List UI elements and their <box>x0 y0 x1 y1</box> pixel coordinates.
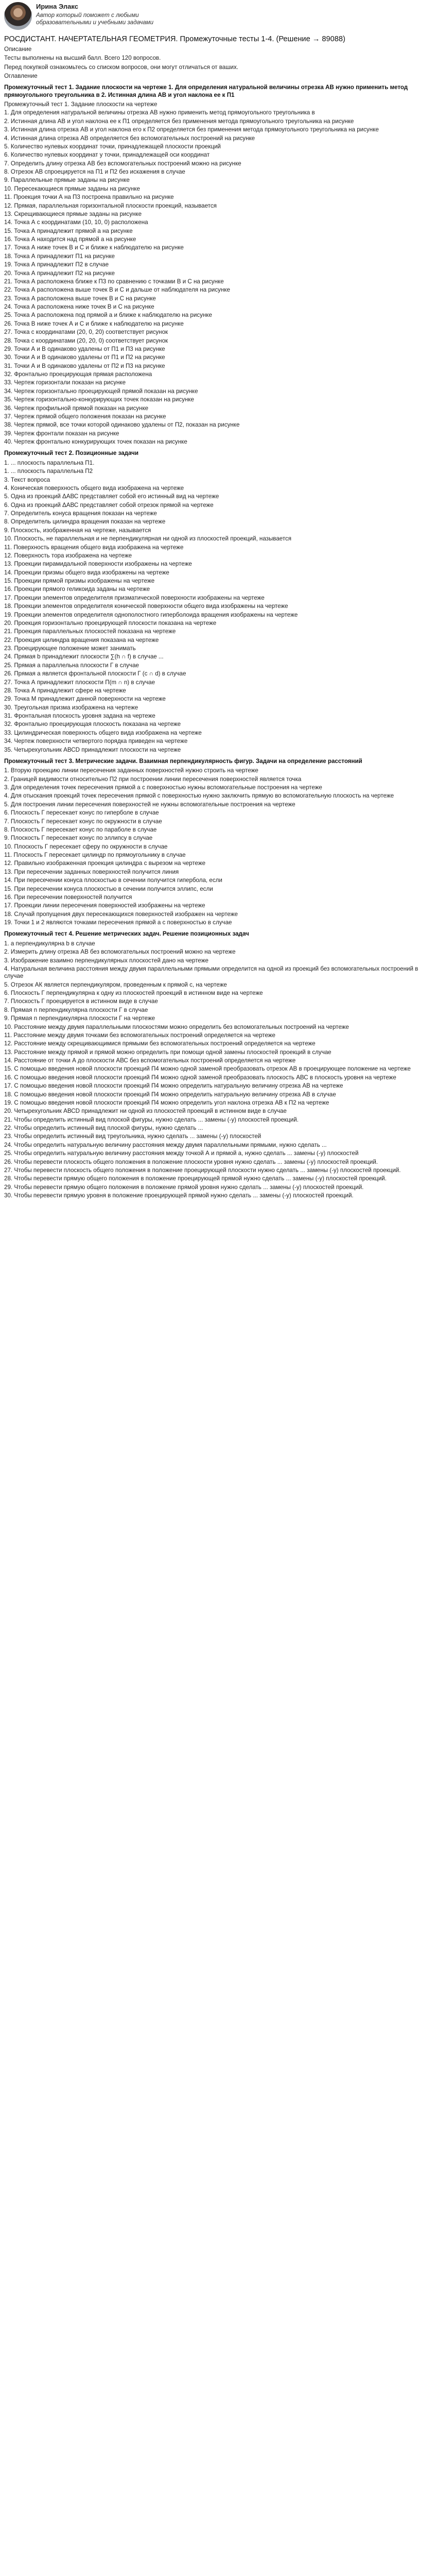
question-item: 6. Количество нулевых координат у точки, принадлежащей оси координат <box>4 151 210 159</box>
question-item: 29. Точка М принадлежит данной поверхности на чертеже <box>4 696 166 703</box>
author-description: Автор который поможет с любыми образовательными и учебными задачами <box>36 12 154 26</box>
question-item: 1. ... плоскость параллельна П2 <box>4 468 93 475</box>
question-item: 33. Чертеж горизонтали показан на рисунке <box>4 379 126 386</box>
question-item: 13. Скрещивающиеся прямые заданы на рисунке <box>4 210 142 217</box>
question-item: 18. Точка А принадлежит П1 на рисунке <box>4 252 115 260</box>
question-item: 1. Вторую проекцию линии пересечения заданных поверхностей нужно строить на чертеже <box>4 767 258 774</box>
question-item: 14. Точка А с координатами (10, 10, 0) расположена <box>4 219 148 226</box>
section-title: Промежуточный тест 1. Задание плоскости на чертеже 1. Для определения натуральной величины отрезка АВ нужно применить метод прямоугольного треугольника в 2. Истинная длина АВ и угол наклона ее к П1 <box>4 84 408 98</box>
question-item: 17. Точка А ниже точек В и С и ближе к наблюдателю на рисунке <box>4 244 184 251</box>
question-item: 3. Текст вопроса <box>4 476 50 483</box>
question-item: 35. Чертеж горизонтально-конкурирующих точек показан на рисунке <box>4 396 194 403</box>
question-item: 36. Чертеж профильной прямой показан на рисунке <box>4 404 149 412</box>
question-item: 34. Чертеж горизонтально проецирующей прямой показан на рисунке <box>4 387 198 395</box>
test-section <box>4 758 432 927</box>
question-item: 11. Плоскость Г пересекает цилиндр по прямоугольнику в случае <box>4 852 186 859</box>
question-item: 6. Одна из проекций ΔАВС представляет собой отрезок прямой на чертеже <box>4 501 214 509</box>
question-item: 8. Плоскость Г пересекает конус по параболе в случае <box>4 826 157 833</box>
question-item: 8. Определитель цилиндра вращения показан на чертеже <box>4 518 166 526</box>
question-item: 7. Определить длину отрезка АВ без вспомогательных построений можно на рисунке <box>4 160 241 167</box>
question-item: 27. Точка с координатами (20, 0, 20) соответствует рисунок <box>4 329 168 336</box>
question-item: 26. Прямая а является фронтальной плоскости Г (c ∩ d) в случае <box>4 670 186 677</box>
question-item: 4. Истинная длина отрезка АВ определяется без вспомогательных построений на рисунке <box>4 134 255 142</box>
question-item: 15. Проекции прямой призмы изображены на чертеже <box>4 578 155 585</box>
question-item: 10. Пересекающиеся прямые заданы на рисунке <box>4 185 140 192</box>
question-item: 6. Плоскость Г пересекает конус по гиперболе в случае <box>4 809 159 817</box>
question-item: 28. Чтобы перевести прямую общего положения в положение проецирующей прямой нужно сделать ... замены (-у) плоскостей проекций. <box>4 1175 387 1182</box>
question-item: 24. Чтобы определить натуральную величину расстояния между двумя параллельными прямыми, нужно сделать ... <box>4 1141 327 1148</box>
question-item: 23. Чтобы определить истинный вид треугольника, нужно сделать ... замены (-у) плоскостей <box>4 1133 261 1140</box>
question-item: 10. Расстояние между двумя параллельными плоскостями можно определить без вспомогательных построений на чертеже <box>4 1023 349 1030</box>
section-title: Промежуточный тест 2. Позиционные задачи <box>4 450 139 457</box>
question-item: 20. Проекция горизонтально проецирующей плоскости показана на чертеже <box>4 619 217 626</box>
question-item: 19. Точки 1 и 2 являются точками пересечения прямой а с поверхностью в случае <box>4 919 232 926</box>
description-label: Описание <box>4 45 32 53</box>
question-item: 8. Прямая n перпендикулярна плоскости Г в случае <box>4 1006 148 1013</box>
question-item: 17. Проекции линии пересечения поверхностей изображены на чертеже <box>4 902 205 909</box>
question-item: 25. Точка А расположена под прямой а и ближе к наблюдателю на рисунке <box>4 312 212 319</box>
question-item: 28. Точка А принадлежит сфере на чертеже <box>4 687 126 694</box>
question-item: 7. Определитель конуса вращения показан на чертеже <box>4 510 157 517</box>
question-item: 4. Для отыскания проекций точек пересечения прямой с поверхностью нужно заключить прямую во вспомогательную плоскость на чертеже <box>4 792 394 800</box>
question-item: 3. Для определения точек пересечения прямой а с поверхностью нужны вспомогательные построения на чертеже <box>4 784 322 791</box>
question-item: 32. Фронтально проецирующая плоскость показана на чертеже <box>4 721 181 728</box>
question-item: 21. Точка А расположена ближе к П3 по сравнению с точками В и С на рисунке <box>4 278 224 285</box>
question-item: 22. Точка А расположена выше точек В и С и дальше от наблюдателя на рисунке <box>4 286 230 294</box>
question-item: 20. Точка А принадлежит П2 на рисунке <box>4 269 115 277</box>
question-item: 24. Прямая b принадлежит плоскости ∑(h ∩ f) в случае ... <box>4 653 164 660</box>
question-item: 3. Истинная длина отрезка АВ и угол наклона его к П2 определяется без применения метода прямоугольного треугольника на рисунке <box>4 126 379 133</box>
question-item: 27. Точка А принадлежит плоскости П(m ∩ n) в случае <box>4 679 155 686</box>
question-item: 12. Прямая, параллельная горизонтальной плоскости проекций, называется <box>4 202 217 209</box>
question-item: 22. Проекция цилиндра вращения показана на чертеже <box>4 636 159 643</box>
question-item: 26. Точка В ниже точек А и С и ближе к наблюдателю на рисунке <box>4 320 184 327</box>
question-item: 22. Чтобы определить истинный вид плоской фигуры, нужно сделать ... <box>4 1125 203 1132</box>
question-item: 19. С помощью введения новой плоскости проекций П4 можно определить угол наклона отрезка АВ к П2 на чертеже <box>4 1099 329 1106</box>
question-item: 31. Фронтальная плоскость уровня задана на чертеже <box>4 713 155 720</box>
description-text: Тесты выполнены на высший балл. Всего 120 вопросов. <box>4 55 161 62</box>
question-sections <box>4 84 432 1199</box>
question-item: 5. Одна из проекций ΔАВС представляет собой его истинный вид на чертеже <box>4 493 219 500</box>
product-page <box>0 0 436 1199</box>
question-item: 26. Чтобы перевести плоскость общего положения в положение плоскости уровня нужно сделать ... замены (-у) плоскостей проекций. <box>4 1158 378 1165</box>
question-item: 1. а перпендикулярна b в случае <box>4 940 95 947</box>
question-item: 14. При пересечении конуса плоскостью в сечении получится гипербола, если <box>4 877 222 884</box>
question-item: 16. С помощью введения новой плоскости проекций П4 можно одной заменой преобразовать плоскость АВС в плоскость уровня на чертеже <box>4 1074 396 1081</box>
toc-label: Оглавление <box>4 72 38 79</box>
test-section <box>4 930 432 1199</box>
question-item: 32. Фронтально проецирующая прямая расположена <box>4 371 152 378</box>
question-item: 30. Треугольная призма изображена на чертеже <box>4 704 138 711</box>
question-item: 13. Проекции пирамидальной поверхности изображены на чертеже <box>4 561 192 568</box>
question-item: 16. Точка А находится над прямой а на рисунке <box>4 236 136 243</box>
question-item: 11. Проекция точки А на П3 построена правильно на рисунке <box>4 194 174 201</box>
question-item: 3. Изображение взаимно перпендикулярных плоскостей дано на чертеже <box>4 957 208 964</box>
question-item: 18. С помощью введения новой плоскости проекций П4 можно определить натуральную величину отрезка АВ в случае <box>4 1091 336 1098</box>
question-item: 4. Коническая поверхность общего вида изображена на чертеже <box>4 484 184 492</box>
test-section <box>4 450 432 754</box>
question-item: 35. Четырехугольник АВСD принадлежит плоскости на чертеже <box>4 746 181 753</box>
question-item: 7. Плоскость Г пересекает конус по окружности в случае <box>4 818 162 825</box>
question-item: 1. Для определения натуральной величины отрезка АВ нужно применить метод прямоугольного треугольника в <box>4 109 315 116</box>
question-item: 10. Плоскость Г пересекает сферу по окружности в случае <box>4 843 168 850</box>
question-item: 17. С помощью введения новой плоскости проекций П4 можно определить натуральную величину отрезка АВ на чертеже <box>4 1082 343 1090</box>
question-item: 18. Случай пропущения двух пересекающихся поверхностей изображен на чертеже <box>4 910 238 918</box>
question-item: 34. Чертеж поверхности четвертого порядка приведен на чертеже <box>4 738 188 745</box>
question-item: 9. Плоскость Г пересекает конус по эллипсу в случае <box>4 835 153 842</box>
question-item: 10. Плоскость, не параллельная и не перпендикулярная ни одной из плоскостей проекций, называется <box>4 535 292 543</box>
question-item: 30. Точки А и В одинаково удалены от П1 и П2 на рисунке <box>4 354 165 361</box>
question-item: 33. Цилиндрическая поверхность общего вида изображена на чертеже <box>4 729 202 736</box>
question-item: 29. Чтобы перевести прямую общего положения в положение прямой уровня нужно сделать ... замены (-у) плоскостей проекций. <box>4 1183 364 1191</box>
question-item: 30. Чтобы перевести прямую уровня в положение проецирующей прямой нужно сделать ... замены (-у) плоскостей проекций. <box>4 1192 354 1199</box>
question-item: 9. Прямая n перпендикулярна плоскости Г на чертеже <box>4 1015 155 1022</box>
author-avatar[interactable] <box>4 2 32 30</box>
question-item: 8. Отрезок АВ спроецируется на П1 и П2 без искажения в случае <box>4 168 185 176</box>
question-item: 15. Точка А принадлежит прямой а на рисунке <box>4 227 133 234</box>
question-item: 2. Истинная длина АВ и угол наклона ее к П1 определяется без применения метода прямоугольного треугольника на рисунке <box>4 117 354 125</box>
author-info <box>36 2 170 27</box>
question-item: 28. Точка с координатами (20, 20, 0) соответствует рисунок <box>4 337 168 344</box>
question-item: 29. Точки А и В одинаково удалены от П1 и П3 на рисунке <box>4 345 165 352</box>
question-item: Промежуточный тест 1. Задание плоскости на чертеже <box>4 101 158 108</box>
question-item: 14. Проекции призмы общего вида изображены на чертеже <box>4 569 169 576</box>
question-item: 5. Для построения линии пересечения поверхностей не нужны вспомогательные построения на чертеже <box>4 801 295 808</box>
question-item: 15. При пересечении конуса плоскостью в сечении получится эллипс, если <box>4 885 213 892</box>
question-item: 31. Точки А и В одинаково удалены от П2 и П3 на рисунке <box>4 362 165 369</box>
question-item: 38. Чертеж прямой, все точки которой одинаково удалены от П2, показан на рисунке <box>4 421 240 429</box>
question-item: 14. Расстояние от точки А до плоскости АВС без вспомогательных построений определяется на чертеже <box>4 1057 296 1064</box>
question-item: 18. Проекции элементов определителя конической поверхности общего вида изображены на чертеже <box>4 603 288 610</box>
question-item: 25. Прямая а параллельна плоскости Г в случае <box>4 662 139 669</box>
question-item: 1. ... плоскость параллельна П1. <box>4 459 95 466</box>
author-name[interactable]: Ирина Элакс <box>36 3 78 10</box>
question-item: 13. При пересечении заданных поверхностей получится линия <box>4 868 179 875</box>
question-item: 25. Чтобы определить натуральную величину расстояния между точкой А и прямой а, нужно сделать ... замены (-у) плоскостей <box>4 1150 359 1157</box>
question-item: 2. Измерить длину отрезка АВ без вспомогательных построений можно на чертеже <box>4 948 236 956</box>
question-item: 12. Поверхность тора изображена на чертеже <box>4 552 132 559</box>
question-item: 5. Количество нулевых координат точки, принадлежащей плоскости проекций <box>4 143 221 150</box>
question-item: 23. Проецирующее положение может занимать <box>4 645 136 652</box>
question-item: 6. Плоскость Г перпендикулярна к одну из плоскостей проекций в истинном виде на чертеже <box>4 990 263 997</box>
question-item: 21. Чтобы определить истинный вид плоской фигуры, нужно сделать ... замены (-у) плоскостей проекций. <box>4 1116 299 1123</box>
question-item: 11. Расстояние между двумя точками без вспомогательных построений определяется на чертеже <box>4 1031 275 1039</box>
document-title: РОСДИСТАНТ. НАЧЕРТАТЕЛЬНАЯ ГЕОМЕТРИЯ. Промежуточные тесты 1-4. (Решение → 89088) <box>4 35 345 43</box>
author-block <box>4 2 432 30</box>
question-item: 13. Расстояние между прямой и прямой можно определить при помощи одной замены плоскостей проекций в случае <box>4 1048 332 1056</box>
test-section <box>4 84 432 446</box>
question-item: 21. Проекция параллельных плоскостей показана на чертеже <box>4 628 176 635</box>
question-item: 12. Расстояние между скрещивающимися прямыми без вспомогательных построений определяется на чертеже <box>4 1040 316 1047</box>
question-item: 11. Поверхность вращения общего вида изображена на чертеже <box>4 544 184 551</box>
question-item: 40. Чертеж фронтально конкурирующих точек показан на рисунке <box>4 438 187 446</box>
question-item: 12. Правильно изображенная проекция цилиндра с вырезом на чертеже <box>4 860 206 867</box>
question-item: 9. Плоскость, изображенная на чертеже, называется <box>4 527 151 534</box>
question-item: 4. Натуральная величина расстояния между двумя параллельными прямыми определится на одной из проекций без вспомогательных построений в случае <box>4 965 418 980</box>
question-item: 15. С помощью введения новой плоскости проекций П4 можно одной заменой преобразовать отрезок АВ в проецирующее положение на чертеже <box>4 1065 411 1073</box>
question-item: 39. Чертеж фронтали показан на рисунке <box>4 430 119 437</box>
section-title: Промежуточный тест 3. Метрические задачи. Взаимная перпендикулярность фигур. Задачи на определение расстояний <box>4 757 362 765</box>
question-item: 9. Параллельные прямые заданы на рисунке <box>4 177 130 184</box>
question-item: 19. Проекции элементов определителя однополостного гиперболоида вращения изображены на чертеже <box>4 611 298 618</box>
question-item: 7. Плоскость Г проецируется в истинном виде в случае <box>4 998 158 1005</box>
question-item: 17. Проекции элементов определителя призматической поверхности изображены на чертеже <box>4 594 265 601</box>
question-item: 23. Точка А расположена выше точек В и С на рисунке <box>4 295 156 302</box>
question-item: 37. Чертеж прямой общего положения показан на рисунке <box>4 413 166 420</box>
question-item: 19. Точка А принадлежит П2 в случае <box>4 261 109 268</box>
question-item: 2. Границей видимости относительно П2 при построении линии пересечения поверхностей является точка <box>4 775 302 783</box>
purchase-notice: Перед покупкой ознакомьтесь со списком вопросов, они могут отличаться от ваших. <box>4 63 238 71</box>
question-item: 16. Проекции прямого геликоида заданы на чертеже <box>4 586 150 593</box>
question-item: 24. Точка А расположена ниже точек В и С на рисунке <box>4 303 154 311</box>
question-item: 16. При пересечении поверхностей получится <box>4 893 132 901</box>
question-item: 27. Чтобы перевести плоскость общего положения в положение проецирующей плоскости нужно сделать ... замены (-у) плоскостей проекций. <box>4 1166 401 1174</box>
section-title: Промежуточный тест 4. Решение метрических задач. Решение позиционных задач <box>4 930 249 938</box>
question-item: 5. Отрезок АК является перпендикуляром, проведенным к прямой с, на чертеже <box>4 981 227 988</box>
question-item: 20. Четырехугольник АВСD принадлежит ни одной из плоскостей проекций в истинном виде в случае <box>4 1108 287 1115</box>
